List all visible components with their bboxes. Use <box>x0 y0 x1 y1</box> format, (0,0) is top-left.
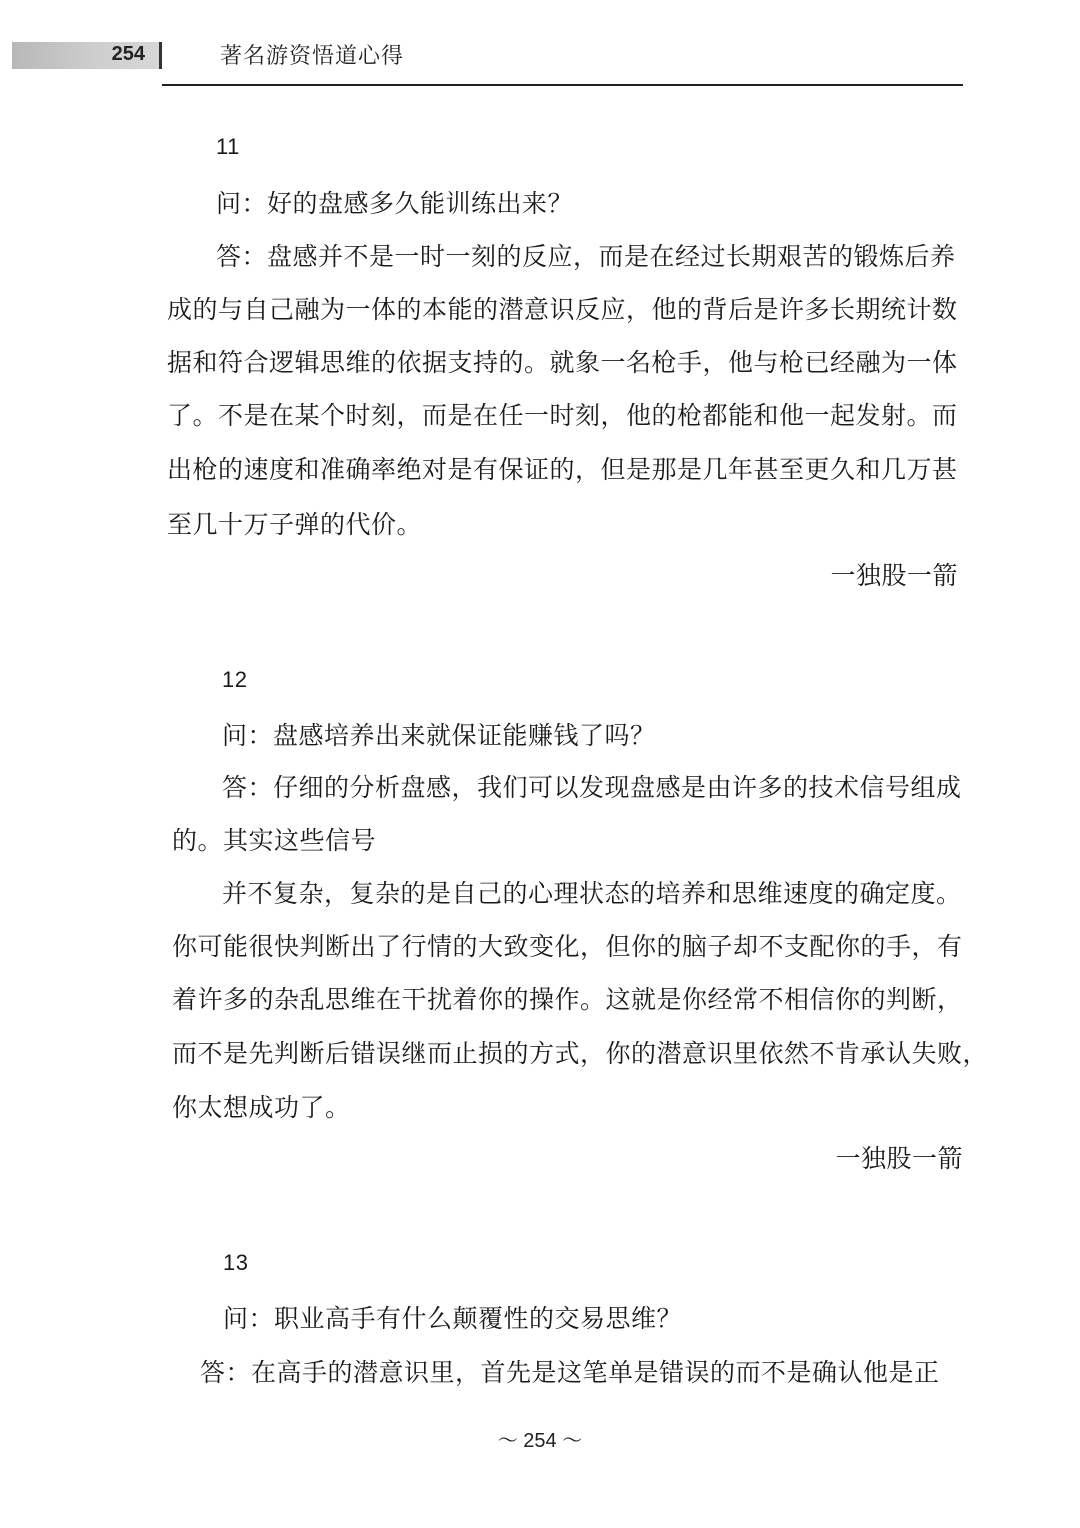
section-12-answer-line: 并不复杂，复杂的是自己的心理状态的培养和思维速度的确定度。 <box>222 879 962 908</box>
header-page-number: 254 <box>111 43 145 65</box>
section-12-question: 问：盘感培养出来就保证能赚钱了吗？ <box>222 721 656 750</box>
section-11-answer-line: 据和符合逻辑思维的依据支持的。就象一名枪手，他与枪已经融为一体 <box>167 348 958 377</box>
section-12-answer-line: 着许多的杂乱思维在干扰着你的操作。这就是你经常不相信你的判断， <box>172 985 963 1014</box>
section-12-answer-line: 你可能很快判断出了行情的大致变化，但你的脑子却不支配你的手，有 <box>172 932 963 961</box>
section-12-answer-line: 你太想成功了。 <box>172 1093 351 1122</box>
section-12-answer-line: 答：仔细的分析盘感，我们可以发现盘感是由许多的技术信号组成 <box>222 773 962 802</box>
section-13-question: 问：职业高手有什么颠覆性的交易思维？ <box>223 1304 683 1333</box>
section-12-answer-line: 的。其实这些信号 <box>172 826 377 855</box>
section-11-question: 问：好的盘感多久能训练出来？ <box>216 189 574 218</box>
book-title: 著名游资悟道心得 <box>220 44 405 69</box>
page-number-tab <box>12 42 162 69</box>
section-11-answer-line: 出枪的速度和准确率绝对是有保证的，但是那是几年甚至更久和几万甚 <box>167 455 958 484</box>
section-11-answer-line: 了。不是在某个时刻，而是在任一时刻，他的枪都能和他一起发射。而 <box>167 401 958 430</box>
section-11-signature: 一独股一箭 <box>830 561 958 590</box>
section-11-number: 11 <box>216 134 240 159</box>
section-12-answer-line: 而不是先判断后错误继而止损的方式，你的潜意识里依然不肯承认失败， <box>172 1039 989 1068</box>
section-11-answer-line: 至几十万子弹的代价。 <box>167 510 423 539</box>
section-11-answer-line: 答：盘感并不是一时一刻的反应，而是在经过长期艰苦的锻炼后养 <box>216 242 956 271</box>
section-12-number: 12 <box>222 667 248 692</box>
section-12-signature: 一独股一箭 <box>835 1144 963 1173</box>
section-13-number: 13 <box>223 1250 249 1275</box>
footer-page-number: ～ 254 ～ <box>497 1430 583 1452</box>
header-divider <box>162 84 963 86</box>
section-11-answer-line: 成的与自己融为一体的本能的潜意识反应，他的背后是许多长期统计数 <box>167 295 958 324</box>
section-13-answer-line: 答：在高手的潜意识里，首先是这笔单是错误的而不是确认他是正 <box>200 1358 940 1387</box>
